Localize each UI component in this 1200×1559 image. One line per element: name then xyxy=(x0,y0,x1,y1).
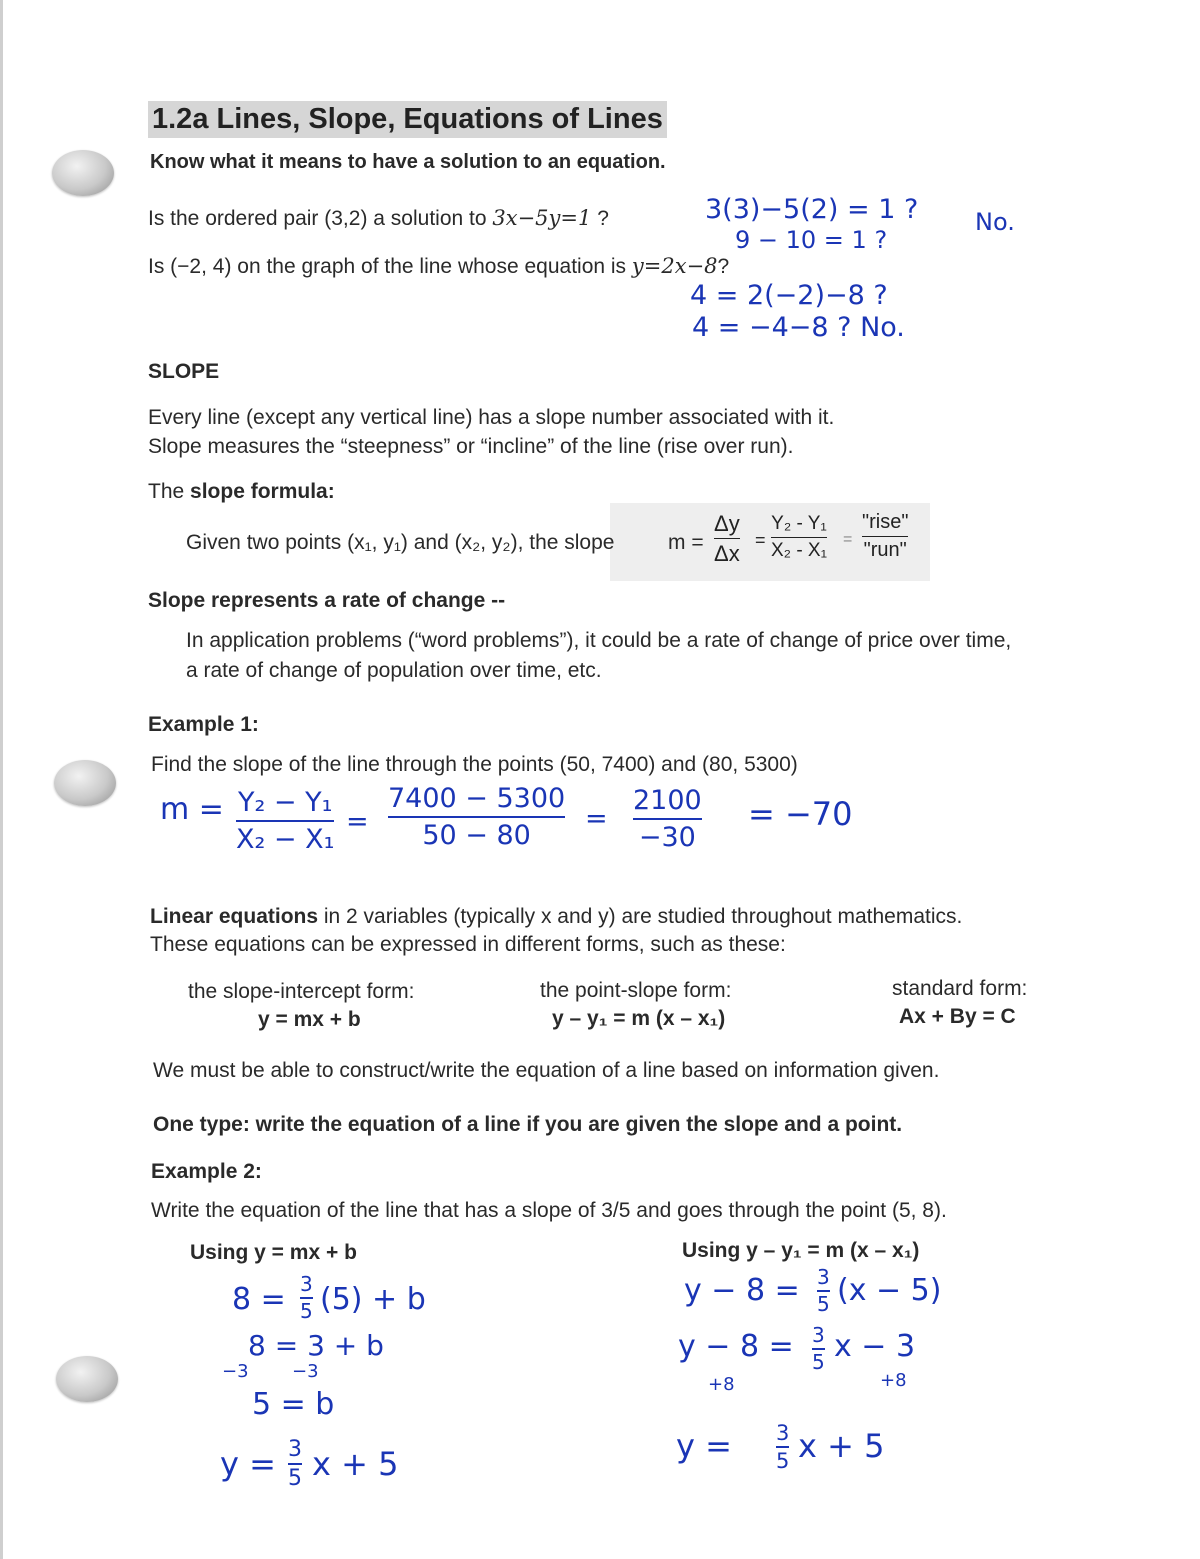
hw-right-line3-post: x + 5 xyxy=(798,1427,885,1465)
fraction-bar xyxy=(633,818,702,820)
denominator: X₂ − X₁ xyxy=(236,824,335,856)
form-standard-eq: Ax + By = C xyxy=(899,1005,1016,1028)
form-point-slope-eq: y – y₁ = m (x – x₁) xyxy=(552,1007,726,1030)
linear-text-2: These equations can be expressed in different forms, such as these: xyxy=(150,933,786,956)
fraction-bar xyxy=(388,816,565,818)
hw-answer-1: No. xyxy=(975,208,1015,236)
fraction-bar xyxy=(771,537,827,538)
hw-left-line2: 8 = 3 + b xyxy=(248,1329,384,1362)
construct-text: We must be able to construct/write the equation of a line based on information given. xyxy=(153,1059,940,1082)
hw-slope-result: = −70 xyxy=(748,795,853,833)
hw-simplified-fraction xyxy=(633,785,702,853)
numerator: 3 xyxy=(300,1272,313,1296)
hw-right-line3-pre: y = xyxy=(676,1427,732,1465)
form-slope-intercept-label: the slope-intercept form: xyxy=(188,980,415,1003)
hw-left-line4-post: x + 5 xyxy=(312,1445,399,1483)
fraction-bar xyxy=(862,536,908,537)
question-1 xyxy=(148,206,609,231)
numerator: Y₂ − Y₁ xyxy=(238,787,333,818)
form-standard-label: standard form: xyxy=(892,977,1028,1000)
denominator: 50 − 80 xyxy=(422,820,531,852)
hw-right-line3-fraction xyxy=(776,1421,789,1473)
numerator: 3 xyxy=(776,1421,790,1445)
linear-rest: in 2 variables (typically x and y) are studied throughout mathematics. xyxy=(318,905,963,928)
numerator: 3 xyxy=(812,1323,825,1347)
fraction-bar xyxy=(776,1446,789,1448)
hw-right-add-a: +8 xyxy=(708,1374,735,1395)
slope-formula-label xyxy=(148,479,335,504)
numerator: 3 xyxy=(817,1265,830,1289)
question-2-text: Is (−2, 4) on the graph of the line whose equation is xyxy=(148,255,627,278)
example-2-heading: Example 2: xyxy=(151,1160,262,1183)
denominator: −30 xyxy=(638,822,696,854)
slope-delta-fraction xyxy=(714,511,740,567)
form-slope-intercept-eq: y = mx + b xyxy=(258,1008,361,1031)
hw-right-line2-fraction xyxy=(812,1324,825,1374)
example-2-text: Write the equation of the line that has a slope of 3/5 and goes through the point (5, 8). xyxy=(151,1199,947,1222)
form-point-slope-label: the point-slope form: xyxy=(540,979,732,1002)
question-1-mark: ? xyxy=(597,207,609,230)
question-2 xyxy=(148,254,729,279)
rate-heading: Slope represents a rate of change -- xyxy=(148,589,506,612)
hw-right-line2-post: x − 3 xyxy=(834,1329,916,1364)
fraction-bar xyxy=(236,820,334,822)
denominator: 5 xyxy=(300,1298,313,1323)
rate-text-2: a rate of change of population over time, etc. xyxy=(186,659,602,682)
question-2-equation: y=2x−8 xyxy=(631,254,718,278)
rise-label: "rise" xyxy=(862,511,909,533)
hw-left-line3: 5 = b xyxy=(252,1387,335,1422)
slope-formula-label-bold: slope formula: xyxy=(190,480,335,503)
equals-sign: = xyxy=(843,531,853,548)
numerator: 2100 xyxy=(633,785,702,816)
rise-over-run xyxy=(862,511,908,562)
hw-right-line2-pre: y − 8 = xyxy=(678,1329,794,1364)
hw-right-add-b: +8 xyxy=(880,1370,907,1391)
denominator: 5 xyxy=(288,1465,302,1491)
hw-right-line1-pre: y − 8 = xyxy=(684,1273,800,1308)
slope-m-equals: m = xyxy=(668,531,704,554)
rate-text-1: In application problems (“word problems”), it could be a rate of change of price over time, xyxy=(186,629,1012,652)
hw-right-line1-fraction xyxy=(817,1266,830,1316)
subtitle: Know what it means to have a solution to an equation. xyxy=(150,151,666,173)
page-edge xyxy=(0,0,3,1559)
fraction-bar xyxy=(288,1463,302,1465)
binder-hole-middle xyxy=(54,760,116,806)
hw-check-1-line1: 3(3)−5(2) = 1 ? xyxy=(705,194,919,225)
hw-left-subtract-b: −3 xyxy=(292,1361,319,1382)
slope-given-text: Given two points (x₁, y₁) and (x₂, y₂), the slope xyxy=(186,531,615,554)
example-2-right-heading: Using y – y₁ = m (x – x₁) xyxy=(682,1239,920,1262)
example-1-heading: Example 1: xyxy=(148,713,259,736)
one-type-text: One type: write the equation of a line if you are given the slope and a point. xyxy=(153,1113,903,1136)
binder-hole-bottom xyxy=(56,1356,118,1402)
y-difference: Y₂ - Y₁ xyxy=(771,513,827,534)
linear-text-1 xyxy=(150,904,962,929)
question-1-equation: 3x−5y=1 xyxy=(492,206,592,230)
hw-left-line1-post: (5) + b xyxy=(320,1282,426,1317)
question-1-text: Is the ordered pair (3,2) a solution to xyxy=(148,207,487,230)
numerator: 7400 − 5300 xyxy=(388,783,566,814)
x-difference: X₂ - X₁ xyxy=(771,539,828,561)
hw-slope-formula-fraction xyxy=(236,787,334,855)
delta-y: Δy xyxy=(714,511,740,536)
hw-left-subtract-a: −3 xyxy=(222,1361,249,1382)
hw-check-1-line2: 9 − 10 = 1 ? xyxy=(735,226,888,254)
hw-left-line4-fraction xyxy=(288,1437,302,1491)
hw-values-fraction xyxy=(388,783,565,851)
question-2-mark: ? xyxy=(717,255,730,278)
hw-equals: = xyxy=(346,806,369,837)
linear-bold: Linear equations xyxy=(150,905,319,928)
page-title: 1.2a Lines, Slope, Equations of Lines xyxy=(148,101,667,138)
example-2-left-heading: Using y = mx + b xyxy=(190,1241,357,1264)
denominator: 5 xyxy=(817,1291,830,1316)
hw-check-2-line1: 4 = 2(−2)−8 ? xyxy=(690,280,888,311)
hw-equals: = xyxy=(585,803,608,834)
numerator: 3 xyxy=(288,1437,302,1462)
hw-right-line1-post: (x − 5) xyxy=(837,1273,942,1308)
hw-left-line4-pre: y = xyxy=(220,1445,276,1483)
slope-formula-label-pre: The xyxy=(148,480,191,503)
delta-x: Δx xyxy=(714,541,740,567)
example-1-text: Find the slope of the line through the points (50, 7400) and (80, 5300) xyxy=(151,753,798,776)
denominator: 5 xyxy=(776,1448,790,1473)
slope-text-2: Slope measures the “steepness” or “incline” of the line (rise over run). xyxy=(148,435,794,458)
fraction-bar xyxy=(714,538,740,539)
equals-sign: = xyxy=(755,530,766,550)
slope-text-1: Every line (except any vertical line) has a slope number associated with it. xyxy=(148,406,835,429)
denominator: 5 xyxy=(812,1349,825,1374)
slope-heading: SLOPE xyxy=(148,360,220,383)
run-label: "run" xyxy=(863,539,907,561)
slope-coordinate-fraction xyxy=(771,513,827,562)
hw-left-line1-pre: 8 = xyxy=(232,1282,286,1317)
hw-check-2-line2: 4 = −4−8 ? No. xyxy=(692,312,905,343)
hw-m-equals: m = xyxy=(160,792,224,827)
binder-hole-top xyxy=(52,150,114,196)
hw-left-line1-fraction xyxy=(300,1273,313,1323)
